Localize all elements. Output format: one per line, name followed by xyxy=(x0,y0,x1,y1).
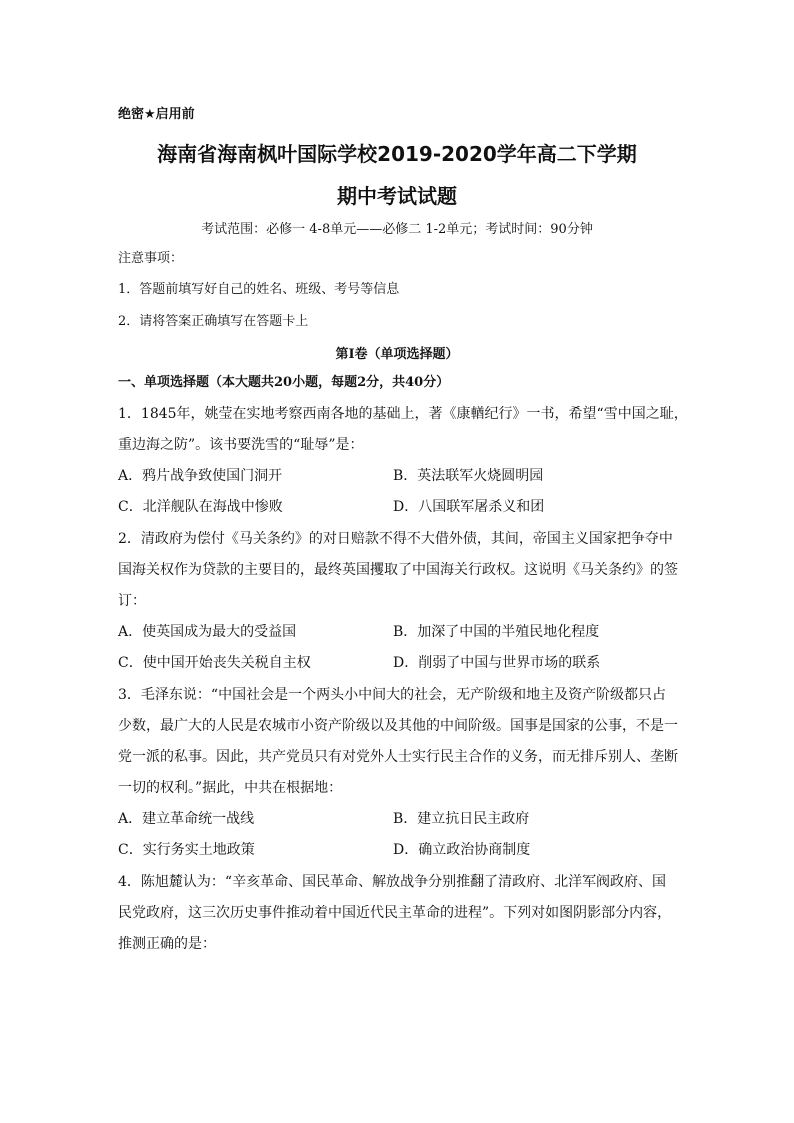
question-1-option-d: D．八国联军屠杀义和团 xyxy=(393,499,545,515)
question-2-line-2: 国海关权作为贷款的主要目的，最终英国攫取了中国海关行政权。这说明《马关条约》的签 xyxy=(118,562,678,578)
question-3-option-d: D．确立政治协商制度 xyxy=(393,842,531,858)
question-2-line-1: 2．清政府为偿付《马关条约》的对日赔款不得不大借外债，其间，帝国主义国家把争夺中 xyxy=(118,531,673,547)
question-3-line-3: 党一派的私事。因此，共产党员只有对党外人士实行民主合作的义务，而无排斥别人、垄断 xyxy=(118,749,678,765)
notes-heading: 注意事项： xyxy=(118,251,184,266)
question-1-line-2: 重边海之防”。该书要洗雪的“耻辱”是： xyxy=(118,437,364,453)
question-4-line-2: 民党政府，这三次历史事件推动着中国近代民主革命的进程”。下列对如图阴影部分内容， xyxy=(118,905,672,921)
question-2-option-d: D．削弱了中国与世界市场的联系 xyxy=(393,655,601,671)
exam-title-line2: 期中考试试题 xyxy=(337,184,457,208)
question-3-line-2: 少数，最广大的人民是农城市小资产阶级以及其他的中间阶级。国事是国家的公事，不是一 xyxy=(118,718,678,734)
question-4-line-3: 推测正确的是： xyxy=(118,936,216,952)
question-3-option-b: B．建立抗日民主政府 xyxy=(393,811,530,827)
question-1-line-1: 1．1845年，姚莹在实地考察西南各地的基础上，著《康輶纪行》一书，希望“雪中国之耻， xyxy=(118,406,688,422)
question-3-option-a: A．建立革命统一战线 xyxy=(118,811,255,827)
question-2-option-a: A．使英国成为最大的受益国 xyxy=(118,624,297,640)
classified-label: 绝密★启用前 xyxy=(118,107,195,122)
question-1-option-c: C．北洋舰队在海战中惨败 xyxy=(118,499,283,515)
question-2-option-c: C．使中国开始丧失关税自主权 xyxy=(118,655,311,671)
part1-heading: 第I卷（单项选择题） xyxy=(335,347,459,362)
note-item-2: 2．请将答案正确填写在答题卡上 xyxy=(118,314,309,329)
question-3-line-4: 一切的权利。”据此，中共在根据地： xyxy=(118,780,343,796)
question-2-option-b: B．加深了中国的半殖民地化程度 xyxy=(393,624,600,640)
question-1-option-a: A．鸦片战争致使国门洞开 xyxy=(118,468,283,484)
exam-title-line1: 海南省海南枫叶国际学校2019-2020学年高二下学期 xyxy=(157,142,637,166)
exam-info: 考试范围：必修一 4-8单元——必修二 1-2单元；考试时间：90分钟 xyxy=(201,222,593,237)
note-item-1: 1．答题前填写好自己的姓名、班级、考号等信息 xyxy=(118,282,400,297)
question-2-line-3: 订： xyxy=(118,593,146,609)
question-3-option-c: C．实行务实土地政策 xyxy=(118,842,255,858)
question-4-line-1: 4．陈旭麓认为：“辛亥革命、国民革命、解放战争分别推翻了清政府、北洋军阀政府、国 xyxy=(118,874,667,890)
section-title: 一、单项选择题（本大题共20小题，每题2分，共40分） xyxy=(118,375,450,390)
question-3-line-1: 3．毛泽东说：“中国社会是一个两头小中间大的社会，无产阶级和地主及资产阶级都只占 xyxy=(118,687,667,703)
question-1-option-b: B．英法联军火烧圆明园 xyxy=(393,468,544,484)
